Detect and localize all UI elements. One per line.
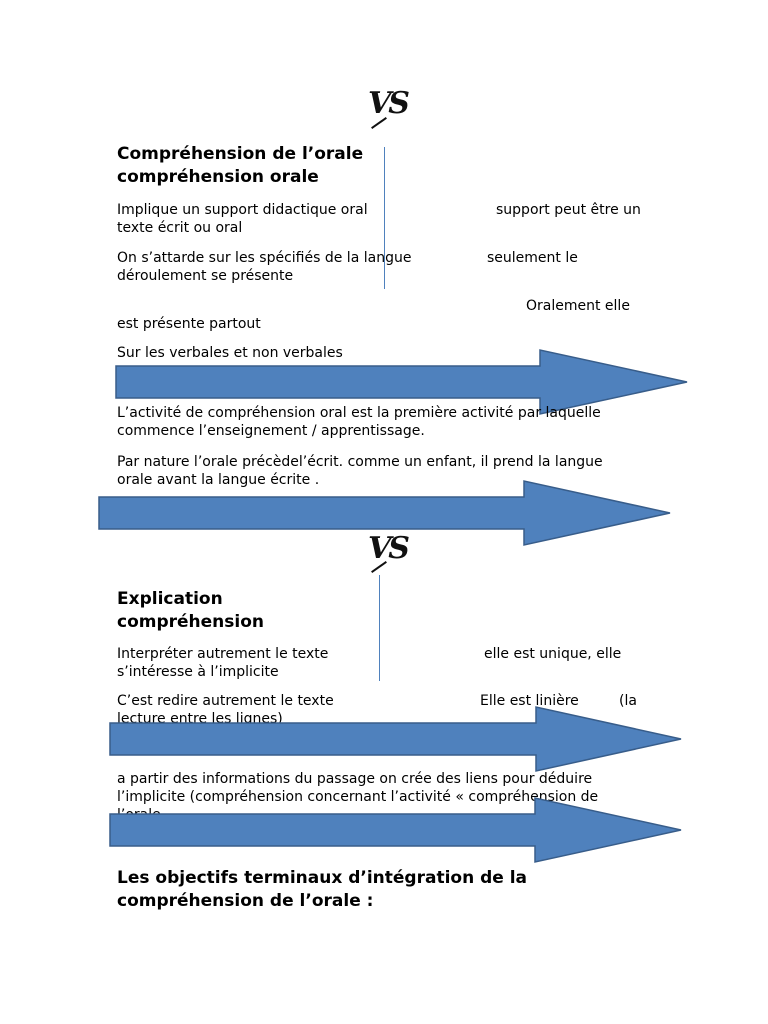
section1-divider-line <box>384 147 385 289</box>
section1-para2-line2: orale avant la langue écrite . <box>117 472 320 488</box>
section1-para1-line1: L’activité de compréhension oral est la première activité par laquelle <box>117 405 601 421</box>
section2-row2-left: C’est redire autrement le texte <box>117 693 334 709</box>
section1-row2-left: On s’attarde sur les spécifiés de la langue <box>117 250 412 266</box>
section2-para1-line1: a partir des informations du passage on crée des liens pour déduire <box>117 771 593 787</box>
section1-row4: Sur les verbales et non verbales <box>117 345 343 361</box>
section3-heading-line1: Les objectifs terminaux d’intégration de la <box>117 868 528 888</box>
section2-row1-right: elle est unique, elle <box>484 646 622 662</box>
section1-row2-cont: déroulement se présente <box>117 268 294 284</box>
section1-para2-line1: Par nature l’orale précèdel’écrit. comme un enfant, il prend la langue <box>117 454 603 470</box>
section2-divider-line <box>379 575 380 681</box>
section2-row2-extra: (la <box>619 693 637 709</box>
arrow-4 <box>109 797 689 863</box>
section2-row1-cont: s’intéresse à l’implicite <box>117 664 279 680</box>
section1-heading-line1: Compréhension de l’orale <box>117 144 364 164</box>
section1-row1-left: Implique un support didactique oral <box>117 202 368 218</box>
section1-row3-cont: est présente partout <box>117 316 261 332</box>
section2-row2-cont: lecture entre les lignes) <box>117 711 283 727</box>
section1-row1-cont: texte écrit ou oral <box>117 220 243 236</box>
section1-row2-right: seulement le <box>487 250 578 266</box>
section2-heading-line1: Explication <box>117 589 223 609</box>
section2-row2-right: Elle est linière <box>480 693 579 709</box>
section1-row1-right: support peut être un <box>496 202 641 218</box>
section2-row1-left: Interpréter autrement le texte <box>117 646 329 662</box>
section1-row3-right: Oralement elle <box>526 298 630 314</box>
section2-heading-line2: compréhension <box>117 612 265 632</box>
section2-para1-line2: l’implicite (compréhension concernant l’activité « compréhension de <box>117 789 599 805</box>
section1-para1-line2: commence l’enseignement / apprentissage. <box>117 423 425 439</box>
section3-heading-line2: compréhension de l’orale : <box>117 891 374 911</box>
vs-logo-icon: VS <box>368 86 407 121</box>
arrow-3 <box>109 706 689 772</box>
section1-heading-line2: compréhension orale <box>117 167 319 187</box>
vs-logo-icon-2: VS <box>368 531 407 566</box>
